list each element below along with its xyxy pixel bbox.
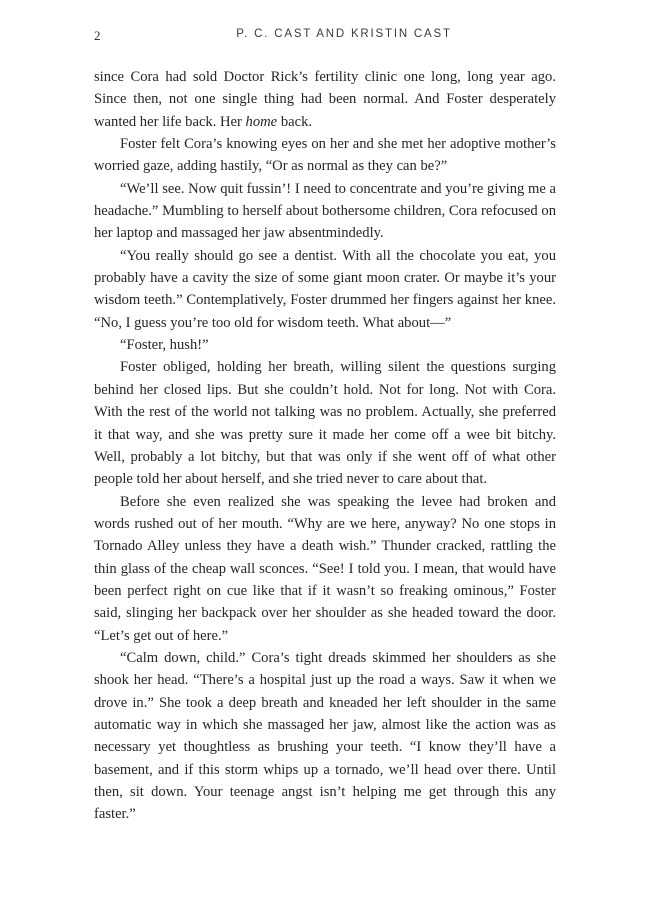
paragraph-text: since Cora had sold Doctor Rick’s fertility clinic one long, long year ago. Since then, not one single thing had been normal. And Foster desperately wanted her life back. Her xyxy=(94,69,556,130)
page-header xyxy=(94,28,566,48)
paragraph: “You really should go see a dentist. With all the chocolate you eat, you probably have a cavity the size of some giant moon crater. Or maybe it’s your wisdom teeth.” Contemplatively, Foster drummed her fingers against her knee. “No, I guess you’re too old for wisdom teeth. What about—” xyxy=(94,247,556,331)
paragraph: “We’ll see. Now quit fussin’! I need to concentrate and you’re giving me a headache.” Mumbling to herself about bothersome children, Cora refocused on her laptop and massaged her jaw absentmindedly. xyxy=(94,180,556,242)
paragraph xyxy=(94,66,556,133)
paragraph: Foster felt Cora’s knowing eyes on her and she met her adoptive mother’s worried gaze, adding hastily, “Or as normal as they can be?” xyxy=(94,136,556,175)
body-text xyxy=(94,66,556,826)
page-number: 2 xyxy=(94,28,101,43)
paragraph: “Calm down, child.” Cora’s tight dreads skimmed her shoulders as she shook her head. “There’s a hospital just up the road a ways. Saw it when we drove in.” She took a deep breath and kneaded her left shoulder in the same automatic way in which she massaged her jaw, almost like the action was as necessary yet thoughtless as brushing your teeth. “I know they’ll have a basement, and if this storm whips up a tornado, we’ll head over there. Until then, sit down. Your teenage angst isn’t helping me get through this any faster.” xyxy=(94,649,556,823)
emphasized-word: home xyxy=(245,113,278,130)
running-head: P. C. CAST AND KRISTIN CAST xyxy=(236,28,452,40)
paragraph: Foster obliged, holding her breath, willing silent the questions surging behind her closed lips. But she couldn’t hold. Not for long. Not with Cora. With the rest of the world not talking was no problem. Actually, she preferred it that way, and she was pretty sure it made her come off a wee bit bitchy. Well, probably a lot bitchy, but that was only if she went off of what other people told her about herself, and she tried never to care about that. xyxy=(94,359,556,488)
paragraph-text: back. xyxy=(277,113,313,130)
paragraph: “Foster, hush!” xyxy=(120,337,209,354)
paragraph: Before she even realized she was speaking the levee had broken and words rushed out of her mouth. “Why are we here, anyway? No one stops in Tornado Alley unless they have a death wish.” Thunder cracked, rattling the thin glass of the cheap wall sconces. “See! I told you. I mean, that would have been perfect right on cue like that if it wasn’t so freaking ominous,” Foster said, slinging her backpack over her shoulder as she headed toward the door. “Let’s get out of here.” xyxy=(94,493,556,644)
